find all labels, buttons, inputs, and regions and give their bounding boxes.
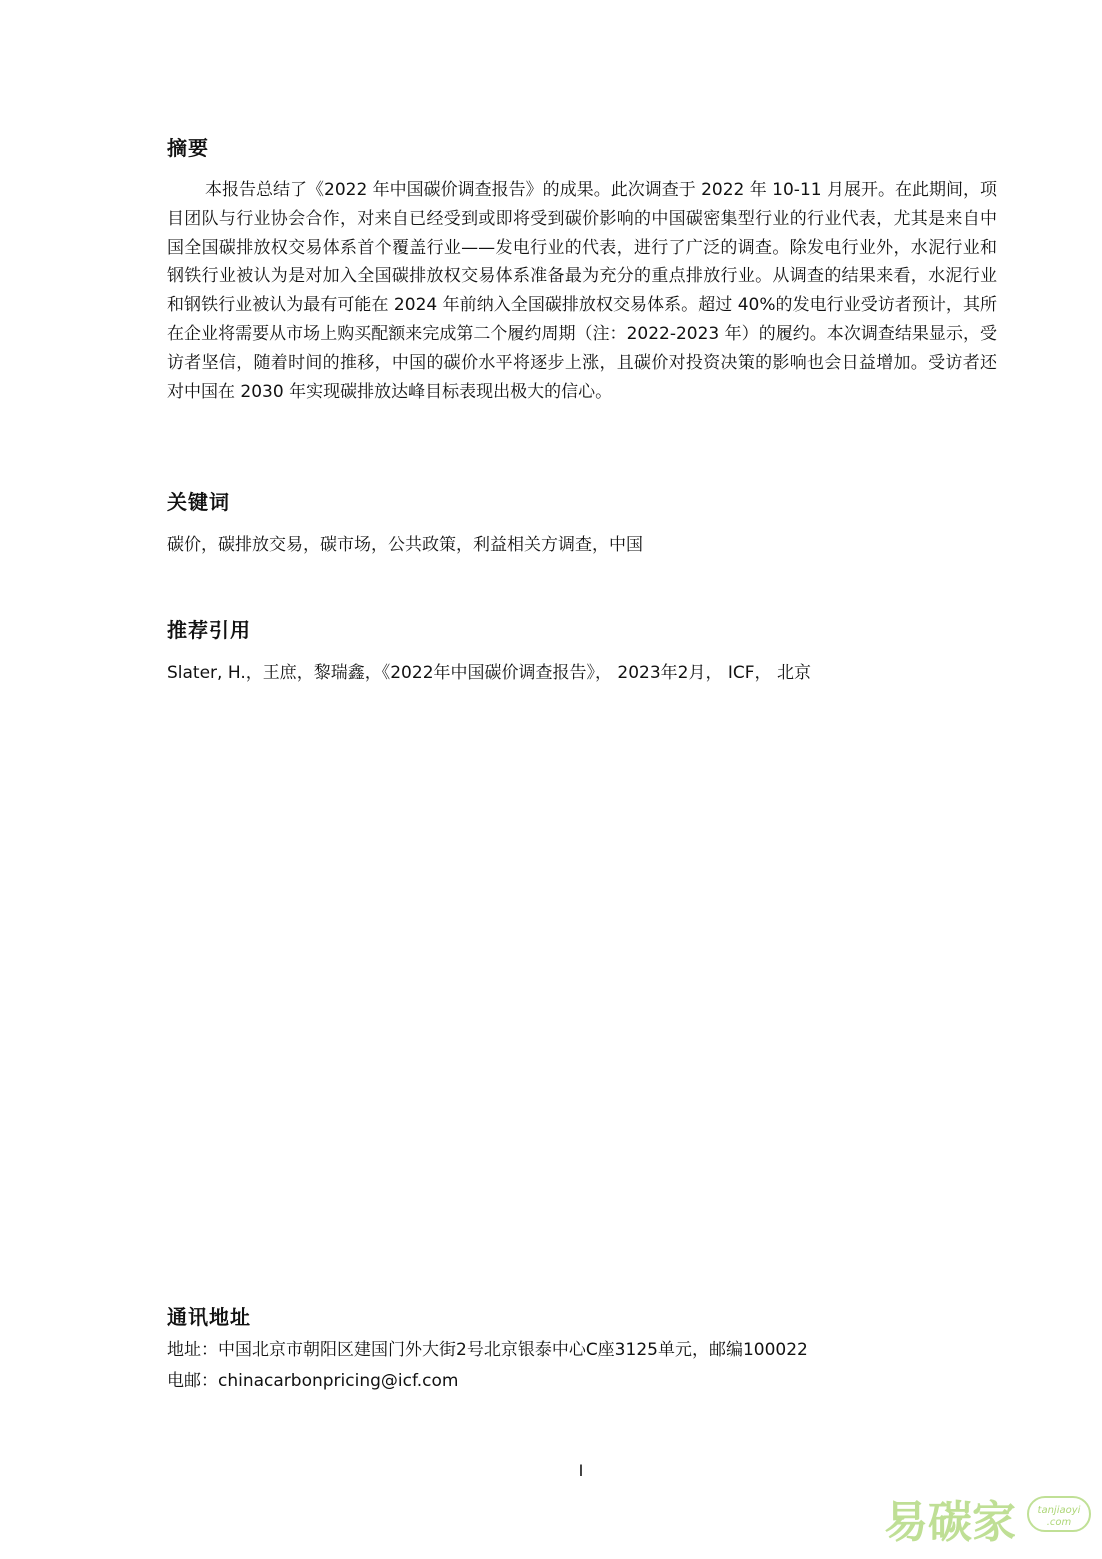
tanjiaoyi-logo-icon xyxy=(878,1487,1092,1551)
watermark-domain: .com xyxy=(1046,1517,1072,1528)
contact-email: 电邮：chinacarbonpricing@icf.com xyxy=(167,1371,459,1391)
abstract-section xyxy=(167,134,997,406)
citation-section xyxy=(167,616,997,688)
page-number: I xyxy=(578,1461,584,1480)
keywords-section xyxy=(167,488,997,560)
citation-heading: 推荐引用 xyxy=(167,618,251,642)
abstract-heading: 摘要 xyxy=(167,136,209,160)
keywords-heading: 关键词 xyxy=(167,490,230,514)
abstract-text: 本报告总结了《2022 年中国碳价调查报告》的成果。此次调查于 2022 年 10-11 月展开。在此期间，项目团队与行业协会合作，对来自已经受到或即将受到碳价影响的中国碳密集型行业的行业代表，尤其是来自中国全国碳排放权交易体系首个覆盖行业——发电行业的代表，进行了广泛的调查。除发电行业外，水泥行业和钢铁行业被认为是对加入全国碳排放权交易体系准备最为充分的重点排放行业。从调查的结果来看，水泥行业和钢铁行业被认为最有可能在 2024 年前纳入全国碳排放权交易体系。超过 40%的发电行业受访者预计，其所在企业将需要从市场上购买配额来完成第二个履约周期（注：2022-2023 年）的履约。本次调查结果显示，受访者坚信，随着时间的推移，中国的碳价水平将逐步上涨，且碳价对投资决策的影响也会日益增加。受访者还对中国在 2030 年实现碳排放达峰目标表现出极大的信心。 xyxy=(167,180,997,402)
watermark-site: tanjiaoyi xyxy=(1037,1505,1081,1516)
keywords-text: 碳价，碳排放交易，碳市场，公共政策，利益相关方调查，中国 xyxy=(167,535,643,555)
watermark-logo-text: 易碳家 xyxy=(884,1497,1016,1548)
contact-address: 地址：中国北京市朝阳区建国门外大街2号北京银泰中心C座3125单元，邮编100022 xyxy=(167,1340,808,1360)
citation-text: Slater, H.，王庶，黎瑞鑫，《2022年中国碳价调查报告》， 2023年2月， ICF， 北京 xyxy=(167,663,811,683)
contact-heading: 通讯地址 xyxy=(167,1305,251,1329)
contact-section xyxy=(167,1303,997,1397)
watermark-logo xyxy=(878,1487,1092,1551)
